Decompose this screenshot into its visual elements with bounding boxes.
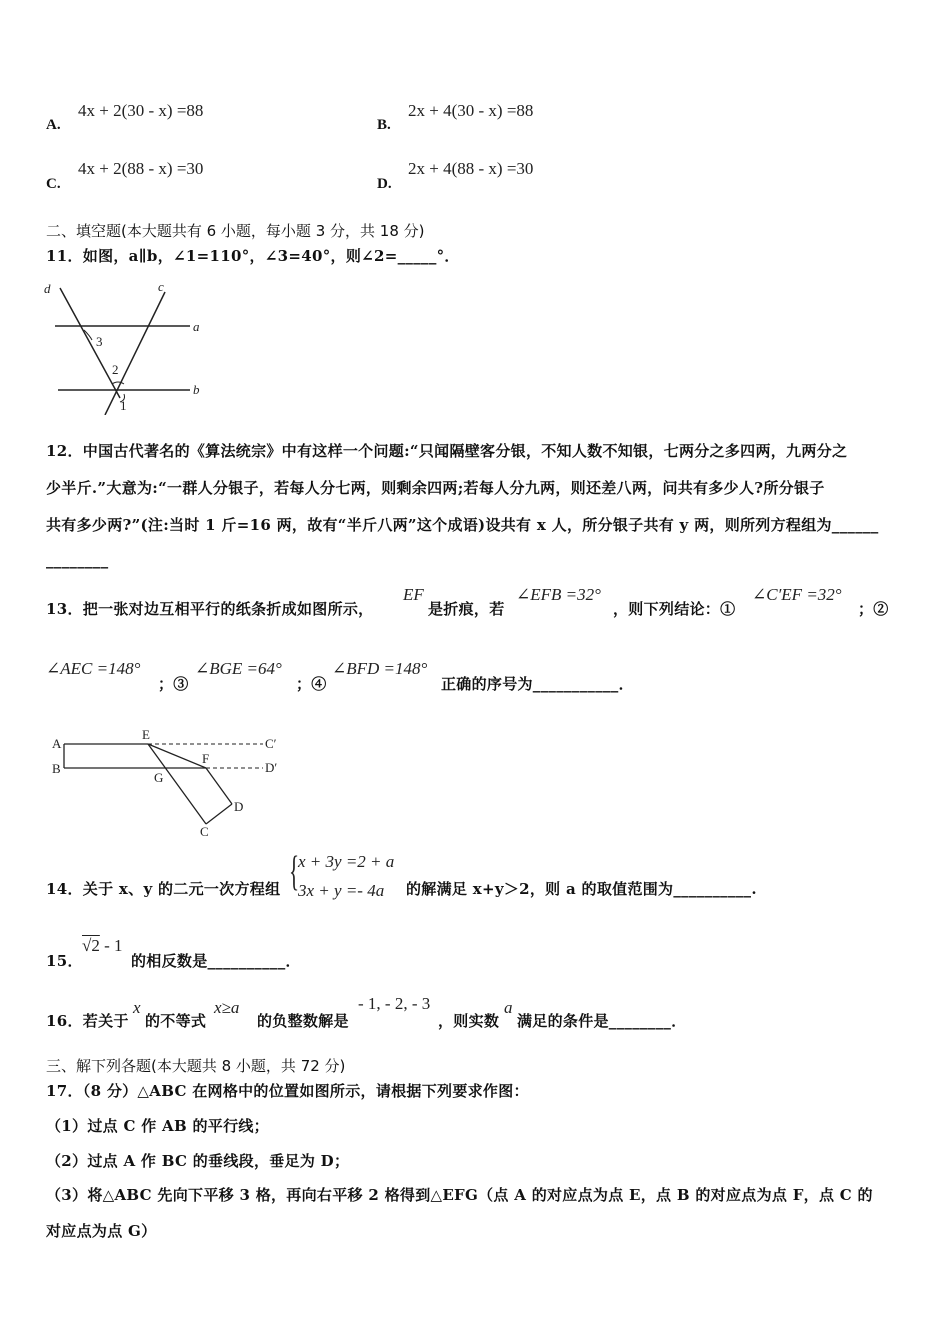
question-16-part-1: 16．若关于 — [46, 1012, 129, 1030]
fig13-label-b: B — [52, 761, 61, 776]
question-13-part-7: 正确的序号为___________． — [441, 675, 634, 693]
fig13-label-d-prime: D′ — [265, 760, 278, 775]
fig13-label-g: G — [154, 770, 164, 785]
option-c-equation: 4x + 2(88 - x) =30 — [78, 159, 204, 178]
fig11-label-2: 2 — [112, 362, 119, 377]
question-13-angle-bfd: ∠BFD =148° — [332, 659, 428, 678]
question-16-x: x — [133, 998, 141, 1017]
fig11-label-d: d — [44, 281, 51, 296]
question-13-figure — [48, 728, 298, 843]
question-12-line-2: 少半斤.”大意为:“一群人分银子，若每人分七两，则剩余四两;若每人分九两，则还差八两，问共有多少人?所分银子 — [46, 479, 825, 497]
question-13-part-4: ；② — [858, 600, 889, 618]
question-11-text: 11．如图，a∥b，∠1=110°，∠3=40°，则∠2=_____°． — [46, 247, 460, 265]
option-c-label: C. — [46, 176, 61, 192]
fig13-label-a: A — [52, 736, 62, 751]
question-11-figure — [40, 280, 210, 415]
option-d-equation: 2x + 4(88 - x) =30 — [408, 159, 534, 178]
question-17-step-2: （2）过点 A 作 BC 的垂线段，垂足为 D； — [46, 1152, 350, 1170]
fig11-label-b: b — [193, 382, 200, 397]
equation-1: x + 3y =2 + a — [298, 852, 395, 871]
question-13-angle-cef: ∠C′EF =32° — [752, 585, 842, 604]
fig11-label-1: 1 — [120, 398, 127, 413]
question-12-line-1: 12．中国古代著名的《算法统宗》中有这样一个问题:“只闻隔壁客分银，不知人数不知银，七两分之多四两，九两分之 — [46, 442, 848, 460]
question-16-part-2: 的不等式 — [145, 1012, 207, 1030]
fig11-label-c: c — [158, 280, 164, 294]
question-16-part-3: 的负整数解是 — [257, 1012, 349, 1030]
question-17-step-3: （3）将△ABC 先向下平移 3 格，再向右平移 2 格得到△EFG（点 A 的对应点为点 E，点 B 的对应点为点 F，点 C 的 — [46, 1186, 873, 1204]
question-15-root — [82, 936, 123, 956]
question-13-angle-bge: ∠BGE =64° — [195, 659, 282, 678]
equation-2: 3x + y =- 4a — [298, 881, 385, 900]
question-15-number: 15． — [46, 952, 83, 970]
question-13-part-3: ，则下列结论：① — [613, 600, 736, 618]
question-12-line-4: ________ — [46, 551, 109, 569]
question-14-part-2: 的解满足 x+y＞2，则 a 的取值范围为__________. — [406, 880, 757, 898]
option-d-label: D. — [377, 176, 392, 192]
section-2-heading: 二、填空题(本大题共有 6 小题，每小题 3 分，共 18 分) — [46, 222, 425, 240]
fig13-label-d: D — [234, 799, 244, 814]
question-13-part-2: 是折痕，若 — [428, 600, 505, 618]
question-13-ef: EF — [403, 585, 424, 604]
question-13-angle-efb: ∠EFB =32° — [516, 585, 601, 604]
fig13-label-c: C — [200, 824, 209, 839]
question-14-part-1: 14．关于 x、y 的二元一次方程组 — [46, 880, 281, 898]
question-13-part-5: ；③ — [158, 675, 189, 693]
question-16-part-5: 满足的条件是________． — [517, 1012, 687, 1030]
option-b-label: B. — [377, 117, 391, 133]
equation-system-brace: { — [289, 849, 300, 895]
question-12-line-3: 共有多少两?”(注:当时 1 斤=16 两，故有“半斤八两”这个成语)设共有 x 人，所分银子共有 y 两，则所列方程组为______ — [46, 516, 879, 534]
fig13-label-e: E — [142, 728, 150, 742]
option-b-equation: 2x + 4(30 - x) =88 — [408, 101, 534, 120]
fig13-label-c-prime: C′ — [265, 736, 277, 751]
question-13-part-1: 13．把一张对边互相平行的纸条折成如图所示， — [46, 600, 374, 618]
question-16-a: a — [504, 998, 513, 1017]
fig13-label-f: F — [202, 751, 210, 766]
sqrt-two: √2 — [82, 936, 100, 955]
question-16-inequality: x≥a — [214, 998, 240, 1017]
question-15-text: 的相反数是__________． — [131, 952, 301, 970]
question-17-stem: 17．（8 分）△ABC 在网格中的位置如图所示，请根据下列要求作图： — [46, 1082, 529, 1100]
fig11-label-a: a — [193, 319, 200, 334]
question-16-solutions: - 1, - 2, - 3 — [358, 994, 431, 1013]
question-16-part-4: ，则实数 — [438, 1012, 500, 1030]
question-17-step-1: （1）过点 C 作 AB 的平行线； — [46, 1117, 269, 1135]
option-a-label: A. — [46, 117, 61, 133]
minus-one: - 1 — [104, 936, 123, 955]
question-13-part-6: ；④ — [296, 675, 327, 693]
question-17-step-3-cont: 对应点为点 G） — [46, 1222, 157, 1240]
option-a-equation: 4x + 2(30 - x) =88 — [78, 101, 204, 120]
fig11-label-3: 3 — [96, 334, 103, 349]
section-3-heading: 三、解下列各题(本大题共 8 小题，共 72 分) — [46, 1057, 346, 1075]
question-13-angle-aec: ∠AEC =148° — [46, 659, 141, 678]
